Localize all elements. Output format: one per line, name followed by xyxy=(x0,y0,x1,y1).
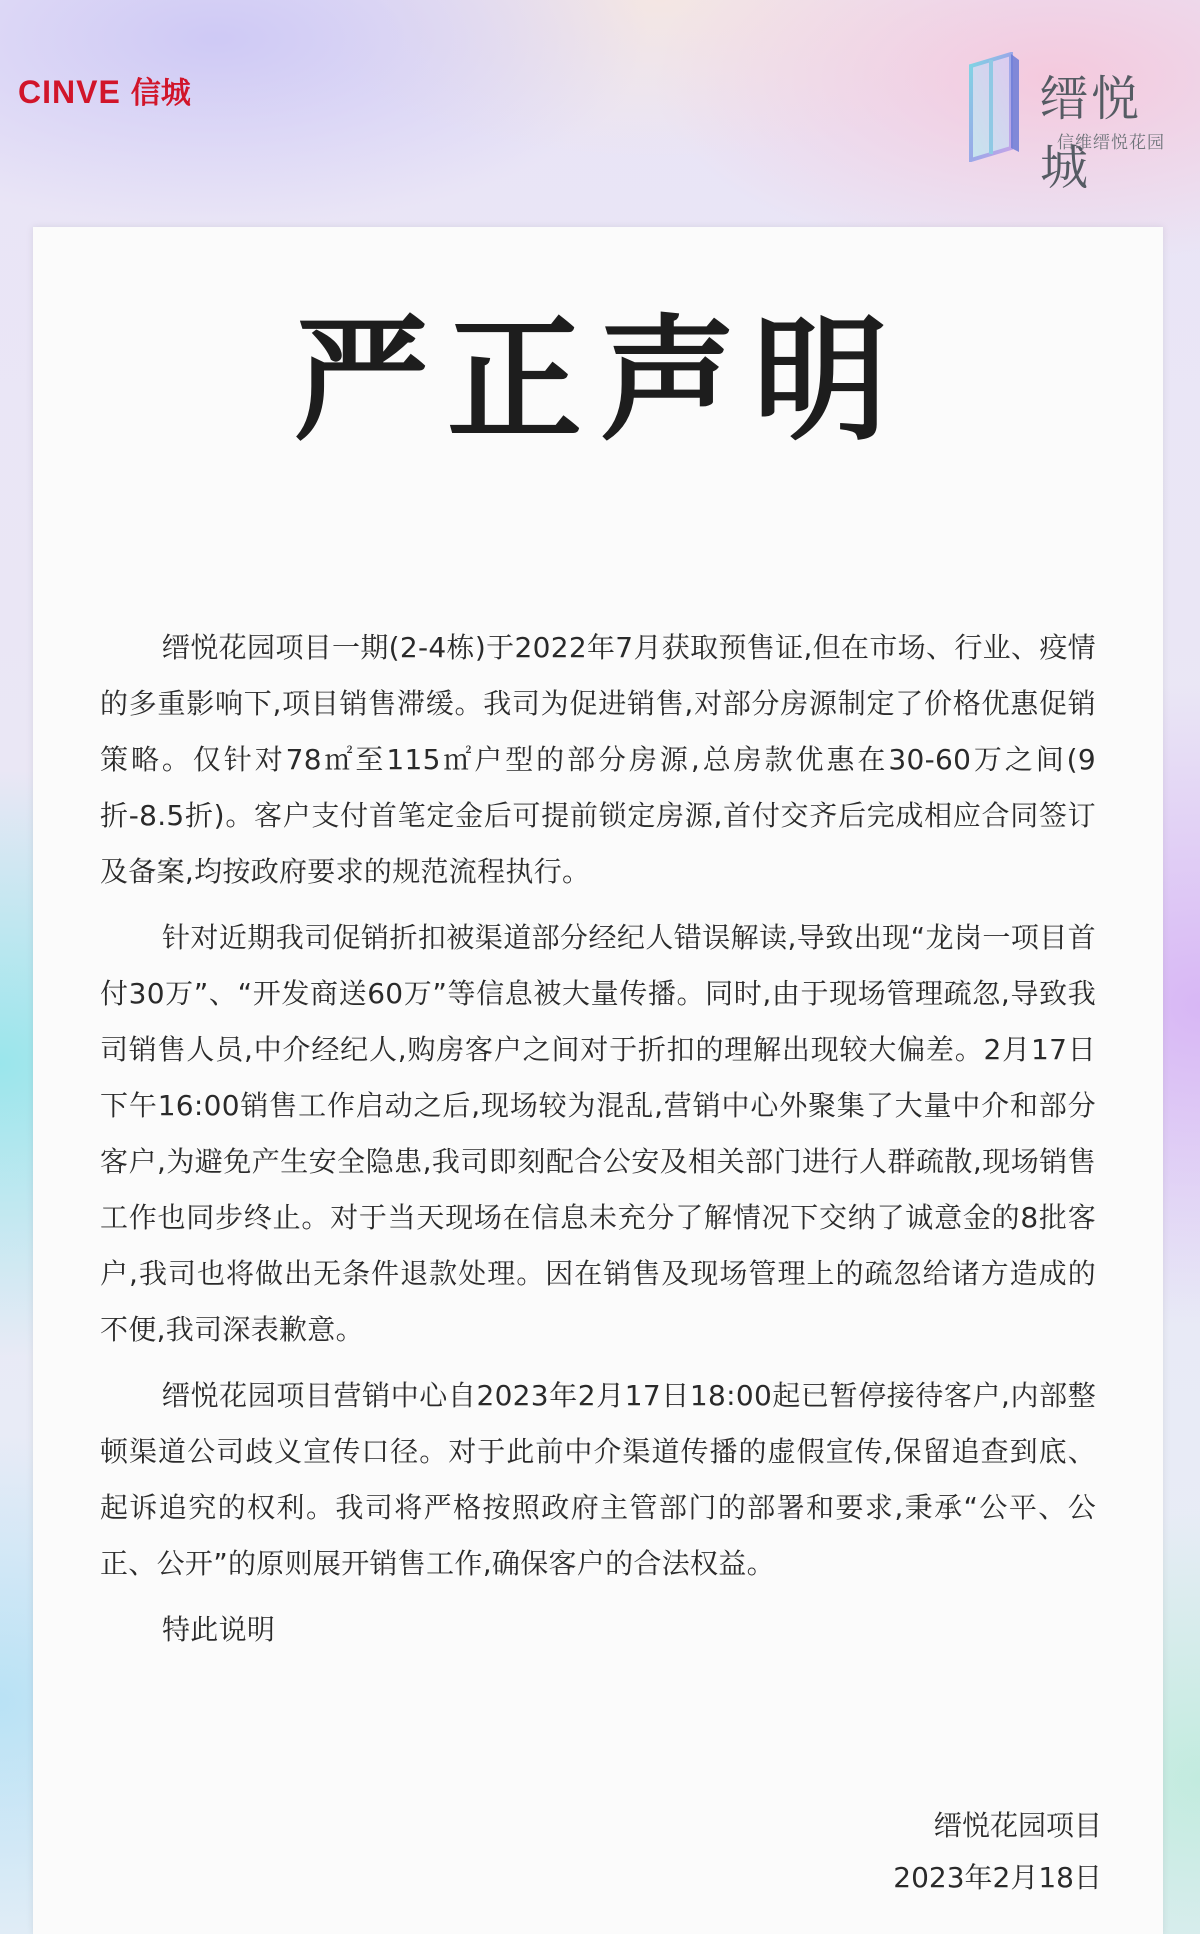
paragraph: 缙悦花园项目营销中心自2023年2月17日18:00起已暂停接待客户,内部整顿渠道公司歧义宣传口径。对于此前中介渠道传播的虚假宣传,保留追查到底、起诉追究的权利。我司将严格按照政府主管部门的部署和要求,秉承“公平、公正、公开”的原则展开销售工作,确保客户的合法权益。 xyxy=(100,1379,1096,1580)
cinve-logo-text: CINVE xyxy=(18,74,121,110)
window-logo-icon xyxy=(965,52,1023,162)
brand-left xyxy=(18,68,191,112)
paragraph: 针对近期我司促销折扣被渠道部分经纪人错误解读,导致出现“龙岗一项目首付30万”、“开发商送60万”等信息被大量传播。同时,由于现场管理疏忽,导致我司销售人员,中介经纪人,购房客户之间对于折扣的理解出现较大偏差。2月17日下午16:00销售工作启动之后,现场较为混乱,营销中心外聚集了大量中介和部分客户,为避免产生安全隐患,我司即刻配合公安及相关部门进行人群疏散,现场销售工作也同步终止。对于当天现场在信息未充分了解情况下交纳了诚意金的8批客户,我司也将做出无条件退款处理。因在销售及现场管理上的疏忽给诸方造成的不便,我司深表歉意。 xyxy=(100,921,1096,1346)
signature: 缙悦花园项目 xyxy=(933,1809,1102,1842)
paragraph: 缙悦花园项目一期(2-4栋)于2022年7月获取预售证,但在市场、行业、疫情的多重影响下,项目销售滞缓。我司为促进销售,对部分房源制定了价格优惠促销策略。仅针对78㎡至115㎡户型的部分房源,总房款优惠在30-60万之间(9折-8.5折)。客户支付首笔定金后可提前锁定房源,首付交齐后完成相应合同签订及备案,均按政府要求的规范流程执行。 xyxy=(100,631,1096,888)
brand-right xyxy=(965,52,1180,196)
statement-date: 2023年2月18日 xyxy=(893,1861,1102,1894)
signoff xyxy=(893,1800,1102,1904)
closing-line: 特此说明 xyxy=(162,1613,276,1646)
jinyue-logo-name: 缙悦城 xyxy=(1040,71,1143,196)
statement-body xyxy=(100,620,1096,1668)
statement-title: 严正声明 xyxy=(294,300,906,459)
jinyue-logo-subtitle: 信维缙悦花园 xyxy=(1057,133,1165,153)
cinve-logo-cn: 信城 xyxy=(130,76,191,111)
